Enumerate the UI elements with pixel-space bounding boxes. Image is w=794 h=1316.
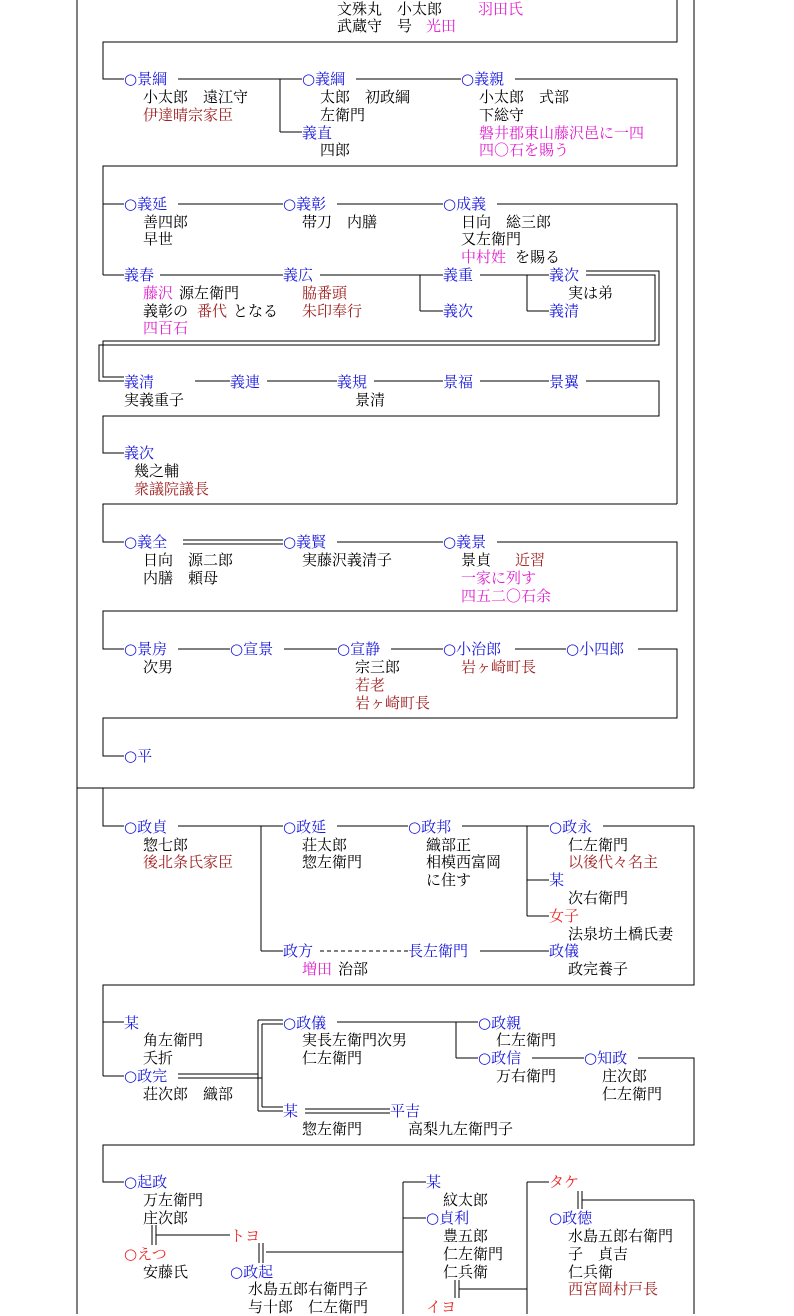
entry-top-2a: 武蔵守 号 [337,17,413,35]
entry-yoshikiyo-a: 義清 [549,302,580,320]
entry-heikichi: 平吉 [390,1102,421,1120]
entry-nariyoshi-1: 日向 総三郎 [461,213,552,231]
entry-heikichi-1: 高梨九左衛門子 [408,1120,514,1138]
entry-nobushizu-2: 若老 [355,676,386,694]
entry-etsu: ○えつ [124,1245,167,1263]
entry-etsu-1: 安藤氏 [143,1263,189,1281]
entry-yoshinori: 義規 [337,373,368,391]
entry-yoshihiro-1: 脇番頭 [302,284,348,302]
entry-masasada: ○政貞 [124,818,168,836]
entry-tomomasa: ○知政 [584,1049,628,1067]
entry-yoshinao-1: 四郎 [320,141,351,159]
entry-yoshikata: ○義賢 [283,533,327,551]
entry-kojiro-1: 岩ヶ崎町長 [461,658,537,676]
entry-taira: ○平 [124,747,153,765]
entry-nobushizu-1: 宗三郎 [355,658,401,676]
entry-tomomasa-2: 仁左衛門 [602,1085,663,1103]
entry-yoshimasa-2: 内膳 頼母 [143,569,219,587]
entry-take: タケ [549,1173,580,1191]
entry-masanaga-1: 仁左衛門 [568,836,629,854]
entry-yoshichika: ○義親 [461,70,505,88]
entry-top-2b: 光田 [426,17,457,35]
entry-nariyoshi-3b: を賜る [515,248,561,266]
entry-bou-a: 某 [549,871,565,889]
entry-masakata: 政方 [283,942,314,960]
entry-nobushizu-3: 岩ヶ崎町長 [355,694,431,712]
entry-masakuni-3: に住す [426,871,472,889]
entry-yoshitsugu-a: 義次 [443,302,474,320]
entry-yoshikage-1b: 近習 [515,551,546,569]
entry-nariyoshi-2: 又左衛門 [461,230,522,248]
entry-masachika: ○政親 [478,1014,522,1032]
entry-nobukage: ○宣景 [230,640,274,658]
entry-tomomasa-1: 庄次郎 [602,1067,648,1085]
entry-yoshitsuna-1: 太郎 初政綱 [320,88,411,106]
entry-chozaemon: 長左衛門 [408,942,469,960]
entry-yoshiharu-1a: 藤沢 [143,284,174,302]
entry-yoshihiro: 義広 [283,266,314,284]
entry-joshi-1: 法泉坊土橋氏妻 [568,925,674,943]
entry-yoshinao: 義直 [302,124,333,142]
entry-yoshitsugu-c: 義次 [124,444,155,462]
entry-okimasa-2: 庄次郎 [143,1209,189,1227]
entry-sadatoshi-1: 豊五郎 [443,1227,489,1245]
entry-kagefuku: 景福 [443,373,474,391]
entry-masanori-b1: 実長左衛門次男 [302,1031,408,1049]
entry-okimasa: ○起政 [124,1173,168,1191]
entry-kagefusa: ○景房 [124,640,168,658]
entry-bou-c: 某 [283,1102,299,1120]
entry-yoshiharu-2c: となる [233,302,279,320]
entry-sadatoshi-2: 仁左衛門 [443,1245,504,1263]
entry-sadatoshi-3: 仁兵衛 [443,1263,489,1281]
entry-masanori-c2: 子 貞吉 [568,1245,629,1263]
entry-yoshikiyo: 義清 [124,373,155,391]
entry-iyo: イヨ [426,1298,457,1316]
entry-yoshiharu-3: 四百石 [143,319,189,337]
entry-masanori-c4: 西宮岡村戸長 [568,1280,659,1298]
entry-yoshishige: 義重 [443,266,474,284]
entry-masanori-b: ○政儀 [283,1014,327,1032]
entry-okimasa-1: 万左衛門 [143,1191,204,1209]
entry-masanobu-b: ○政信 [478,1049,522,1067]
entry-toyo: トヨ [230,1227,261,1245]
entry-joshi: 女子 [549,907,580,925]
entry-yoshitsuna: ○義綱 [302,70,346,88]
entry-masanobu-b1: 万右衛門 [496,1067,557,1085]
entry-masachika-1: 仁左衛門 [496,1031,557,1049]
entry-masasada-b: ○政完 [124,1067,168,1085]
entry-yoshiharu-2a: 義彰の [143,302,189,320]
entry-yoshinobu-2: 早世 [143,230,174,248]
entry-yoshikage-2: 一家に列す [461,569,537,587]
entry-yoshitsugu-c2: 衆議院議長 [134,480,210,498]
entry-yoshinobu-1: 善四郎 [143,213,189,231]
entry-nobushizu: ○宣静 [337,640,381,658]
entry-masakata-1b: 治部 [338,960,369,978]
entry-sadatoshi: ○貞利 [426,1209,470,1227]
entry-masasada-1: 惣七郎 [143,836,189,854]
entry-masanobu-a: ○政延 [283,818,327,836]
entry-bou-b2: 夭折 [143,1049,174,1067]
entry-masakata-1a: 増田 [302,960,333,978]
entry-yoshichika-3: 磐井郡東山藤沢邑に一四 [479,124,645,142]
entry-masanaga: ○政永 [549,818,593,836]
entry-bou-b1: 角左衛門 [143,1031,204,1049]
entry-masanori-a1: 政完養子 [568,960,629,978]
entry-yoshiharu-1b: 源左衛門 [179,284,240,302]
entry-yoshikiyo-1: 実義重子 [124,391,185,409]
entry-masanori-c1: 水島五郎右衛門 [568,1227,674,1245]
entry-masakuni-2: 相模西富岡 [426,853,502,871]
entry-yoshiharu: 義春 [124,266,155,284]
entry-bou-d: 某 [426,1173,442,1191]
entry-yoshikage: ○義景 [443,533,487,551]
entry-yoshiharu-2b: 番代 [197,302,228,320]
entry-masaoki-1: 水島五郎右衛門子 [248,1280,369,1298]
entry-yoshitsugu-b: 義次 [549,266,580,284]
entry-bou-a1: 次右衛門 [568,889,629,907]
entry-bou-d1: 紋太郎 [443,1191,489,1209]
entry-yoshitsugu-c1: 幾之輔 [134,462,180,480]
entry-yoshiaki-1: 帯刀 内膳 [302,213,378,231]
entry-masasada-2: 後北条氏家臣 [143,853,234,871]
entry-yoshitsura: 義連 [230,373,261,391]
entry-kagetsuna-2: 伊達晴宗家臣 [143,106,234,124]
entry-kagetsuna-1: 小太郎 遠江守 [143,88,249,106]
entry-masanori-c: ○政徳 [549,1209,593,1227]
entry-yoshinori-1: 景清 [355,391,386,409]
entry-yoshikata-1: 実藤沢義清子 [302,551,393,569]
entry-yoshihiro-2: 朱印奉行 [302,302,363,320]
entry-masanaga-2: 以後代々名主 [568,853,659,871]
entry-masanobu-a1: 荘太郎 [302,836,348,854]
entry-masaoki: ○政起 [230,1263,274,1281]
entry-nariyoshi-3a: 中村姓 [461,248,507,266]
entry-yoshichika-4: 四〇石を賜う [479,141,570,159]
entry-masanori-c3: 仁兵衛 [568,1263,614,1281]
entry-nariyoshi: ○成義 [443,195,487,213]
entry-bou-b: 某 [124,1014,140,1032]
entry-koshiro: ○小四郎 [566,640,625,658]
entry-yoshiaki: ○義彰 [283,195,327,213]
entry-masakuni: ○政邦 [408,818,452,836]
entry-yoshinobu: ○義延 [124,195,168,213]
entry-masakuni-1: 織部正 [426,836,472,854]
entry-yoshichika-2: 下総守 [479,106,525,124]
entry-kagefusa-1: 次男 [143,658,174,676]
entry-masasada-b1: 荘次郎 織部 [143,1085,234,1103]
entry-yoshimasa-1: 日向 源二郎 [143,551,234,569]
entry-yoshitsugu-b1: 実は弟 [568,284,614,302]
entry-yoshimasa: ○義全 [124,533,168,551]
entry-top-1a: 文殊丸 小太郎 [337,0,443,18]
entry-masanobu-a2: 惣左衛門 [302,853,363,871]
entry-yoshichika-1: 小太郎 式部 [479,88,570,106]
entry-yoshitsuna-2: 左衛門 [320,106,366,124]
entry-yoshikage-3: 四五二〇石余 [461,587,552,605]
entry-kojiro: ○小治郎 [443,640,502,658]
entry-kageyoku: 景翼 [549,373,580,391]
entry-masaoki-2: 与十郎 仁左衛門 [248,1298,369,1316]
entry-bou-c1: 惣左衛門 [302,1120,363,1138]
entry-kagetsuna: ○景綱 [124,70,168,88]
entry-masanori-a: 政儀 [549,942,580,960]
entry-yoshikage-1a: 景貞 [461,551,492,569]
entry-top-1b: 羽田氏 [478,0,524,18]
entry-masanori-b2: 仁左衛門 [302,1049,363,1067]
